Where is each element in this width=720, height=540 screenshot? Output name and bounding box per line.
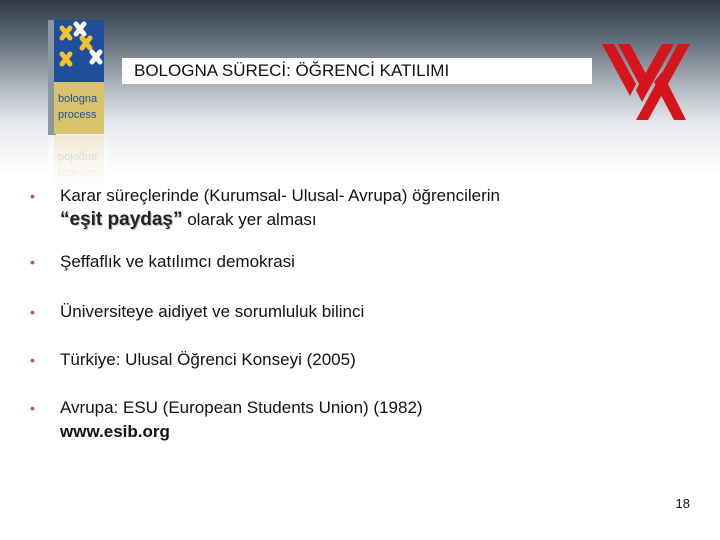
bullet-marker: •	[30, 304, 35, 320]
svg-text:bologna: bologna	[58, 93, 98, 105]
list-item	[28, 348, 688, 396]
emphasis-text: “eşit paydaş”	[60, 209, 183, 230]
bullet-list	[28, 184, 688, 456]
list-item	[28, 184, 688, 250]
yok-logo	[598, 24, 698, 124]
bullet-text: Avrupa: ESU (European Students Union) (1982)	[60, 398, 423, 417]
bullet-text-tail: olarak yer alması	[182, 210, 317, 229]
list-item	[28, 300, 688, 348]
bullet-marker: •	[30, 254, 35, 270]
bullet-marker: •	[30, 400, 35, 416]
slide-title: BOLOGNA SÜRECİ: ÖĞRENCİ KATILIMI	[122, 58, 592, 84]
website-link[interactable]: www.esib.org	[60, 422, 170, 441]
bullet-marker: •	[30, 188, 35, 204]
svg-text:process: process	[58, 109, 97, 121]
bullet-text: Şeffaflık ve katılımcı demokrasi	[60, 252, 295, 271]
list-item	[28, 250, 688, 300]
bullet-text: Karar süreçlerinde (Kurumsal- Ulusal- Avrupa) öğrencilerin	[60, 186, 500, 205]
page-number: 18	[675, 496, 690, 511]
bologna-process-logo	[48, 20, 108, 190]
bullet-text: Türkiye: Ulusal Öğrenci Konseyi (2005)	[60, 350, 356, 369]
bullet-text: Üniversiteye aidiyet ve sorumluluk bilinci	[60, 302, 365, 321]
bullet-marker: •	[30, 352, 35, 368]
list-item	[28, 396, 688, 456]
